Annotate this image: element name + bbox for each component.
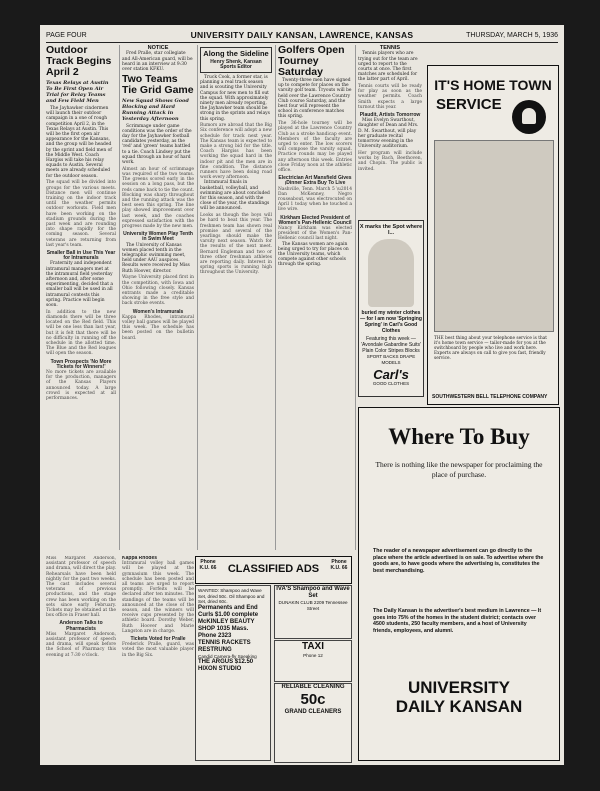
body-filler: Miss Margaret Anderson, assistant professor of speech and drama, will speak before the School of Pharmacy this evening at 7:30 o'clock. [46, 631, 116, 658]
column-1 [46, 45, 116, 550]
cleaning-price: 50c [300, 691, 326, 708]
body-filler: Looks as though the boys will be hard to beat this year. The freshmen team has shown real promise and several of the yearlings should make the varsity next season. Watch for the results of the next meet. Bernard Engleman and two or three other freshman athletes are reporting daily. Interest in spring sports is running high throughout the University. [200, 213, 272, 276]
carls-clothes-ad [358, 220, 424, 397]
deck-grid: New Squad Shows Good Blocking and Hard Running Attack in Yesterday Afternoon [122, 97, 189, 122]
taxi-title: TAXI [301, 641, 325, 652]
ad-tel-company: SOUTHWESTERN BELL TELEPHONE COMPANY [432, 394, 548, 400]
where-to-buy-footer [359, 678, 559, 716]
byline: Henry Shenk, Kansan Sports Editor [210, 58, 262, 70]
listing-permanents: Permanents and End Curls $1.00 complete [198, 604, 259, 618]
subhead-tickets: Town Prospects 'No More Tickets for Winners!' [50, 358, 112, 370]
body-filler: The squad will be divided into groups for the various meets. Distance men will continue training on the indoor track until the weather permits outdoor workouts. Field men have been working on the stadium grounds during the past week and are rounding into shape rapidly for the coming season. Several veterans are returning from last year's team. [46, 180, 116, 248]
article-golf-body: Twenty-three men have signed up to compete for places on the varsity golf team. Tryouts will be held over the Lawrence Country Club course Saturday, and the best four will represent the school in conference matches this spring. [278, 78, 352, 120]
headline-sideline: Along the Sideline [203, 49, 269, 58]
newspaper-title: UNIVERSITY DAILY KANSAN, LAWRENCE, KANSAS [190, 30, 414, 40]
where-to-buy-body-1: The reader of a newspaper advertisement can go directly to the place where the article advertised is on sale. To advertise where the goods are, to have goods where the advertising is, constitutes the best merchandising. [373, 548, 544, 574]
where-to-buy-body-2: The Daily Kansan is the advertiser's best medium in Lawrence — It goes into 75% of the homes in the student district; contacts over 4500 students, 250 faculty members, and a host of University friends, employees, and alumni. [373, 608, 542, 634]
body-filler: Kappa Rhodes, intramural volley ball games will be played this week. The schedule has been posted on the bulletin board. [122, 314, 194, 341]
newspaper-page [40, 25, 564, 765]
listing-mckinley: McKINLEY BEAUTY SHOP 1035 Mass. Phone 2323 [198, 618, 255, 639]
carls-line2: Featuring this week — 'Avondale Gabardine Suits' Plain Color Stripes Blocks [361, 336, 421, 354]
ad-tel-body: THE best thing about your telephone service is that it's home town service — tailor-made for you at the switchboard by people who live and work here. Experts are always on call to give you fast, friendly service. [434, 336, 548, 361]
classified-listings-left [195, 585, 271, 761]
taxi-phone: Phone 12 [303, 653, 323, 658]
ad-tel-title-1: IT'S HOME TOWN [434, 77, 552, 93]
column-rule [119, 45, 120, 550]
column-1-lower [46, 556, 116, 761]
subhead-pralle: Tickets Voted for Pralle [130, 636, 186, 643]
article-smaller-ball-body: Fraternity and independent intramural managers met at the intramural field yesterday afternoon and, after some experimenting, decided that a smaller ball will be used in all intramural contests this spring. Practice will begin soon. [46, 261, 114, 309]
listing-shampoo: WANTED: Shampoo and Wave Set, dried 50c. Oil Shampoo and Set, dried 60c. [198, 588, 265, 605]
column-5 [358, 45, 422, 215]
body-filler: Miss Margaret Anderson, assistant professor of speech and drama, will direct the play. Rehearsals have been held nightly for the past two weeks. The cast includes several veterans of previous productions, and the stage crew has been working on the sets since early February. Tickets may be obtained at the box office in Fraser hall. [46, 556, 116, 619]
carls-line3: SPORT BACKS DRAPE MODELS [366, 354, 416, 365]
column-2 [122, 45, 194, 550]
footer-line-1: UNIVERSITY [407, 678, 511, 697]
carls-headline: X marks the Spot where I... [359, 224, 423, 236]
subhead-smaller-ball: Smaller Ball in Use This Year for Intramurals [46, 249, 116, 262]
cleaners-name: GRAND CLEANERS [284, 709, 342, 715]
dunakin: DUNAKIN CLUB 2209 Tennessee Street [278, 600, 348, 611]
phone-right: Phone K.U. 66 [330, 559, 348, 571]
headline-track: Outdoor Track Begins April 2 [46, 45, 112, 78]
page-number: PAGE FOUR [46, 32, 87, 39]
body-filler: The 36-hole tourney will be played at the Lawrence Country Club as a stroke handicap event. Members of the faculty are urged to enter. The low scorers will compose the varsity squad. Practice rounds may be played any afternoon this week. Entries close Friday noon at the athletic office. [278, 121, 352, 173]
listing-tennis: TENNIS RACKETS RESTRUNG [198, 639, 251, 653]
headline-golfers: Golfers Open Tourney Saturday [278, 45, 345, 78]
deck-track: Texas Relays at Austin To Be First Open Air Trial for Relay Teams and Few Field Men [46, 80, 109, 104]
article-track-body: The Jayhawker cindermen will launch their outdoor campaign in a one of rough competition April 2, in the Texas Relays at Austin. This will be the first open air appearance for the Kansans, and the group will be headed by the sprint and field men of the Middle West. Coach Hargiss will take his relay squads to Austin. Several meets are already scheduled for the outdoor season. [46, 106, 112, 179]
home-town-service-ad [427, 65, 559, 405]
masthead [46, 30, 558, 43]
column-rule [275, 45, 276, 550]
subhead-electrician: Electrician Art Mansfield Gives ¡Dinner Extra Buy To Live [278, 175, 352, 187]
footer-line-2: DAILY KANSAN [395, 697, 523, 716]
where-to-buy-ad [358, 407, 560, 761]
cleaning-title: RELIABLE CLEANING [281, 684, 345, 690]
subhead-plaudit: Plaudit, Artists Tomorrow [359, 112, 421, 119]
lineman-illustration [434, 140, 554, 332]
ivas-title: IVA'S Shampoo and Wave Set [276, 586, 350, 599]
cleaning-ad [274, 683, 352, 763]
classified-ivas [274, 585, 352, 639]
notice-title: NOTICE [147, 45, 169, 51]
bell-logo-icon [512, 100, 546, 134]
classified-title: CLASSIFIED ADS [227, 563, 320, 575]
body-filler: Frederick Pralle, guard, was voted the most valuable player in the Big Six. [122, 642, 194, 658]
subhead-womens-intramurals: Women's Intramurals [132, 308, 184, 315]
listing-candid: Candid Camera-fly Speaking [198, 653, 257, 659]
man-in-suit-illustration [368, 239, 414, 307]
taxi-ad [274, 640, 352, 682]
phone-left: Phone K.U. 66 [199, 559, 217, 571]
where-to-buy-subtitle: There is nothing like the newspaper for proclaiming the place of purchase. [375, 460, 543, 479]
article-swim-body: The University of Kansas women placed tenth in the telegraphic swimming meet, held under AAU auspices. Results were received by Miss Ruth Hoover, director. [122, 242, 190, 274]
column-rule [197, 45, 198, 550]
subhead-kirkham: Kirkham Elected President of Women's Pan-Hellenic Council [278, 214, 352, 226]
subhead-swim: University Women Play Tenth in Swim Meet [123, 231, 193, 243]
headline-tennis: TENNIS [379, 45, 401, 51]
body-filler: Rumors are abroad that the Big Six conference will adopt a new schedule for track next year. The Kansas team is expected to make a strong bid for the title. Coach Hargiss has been working the squad hard in the indoor pit and the men are in fine condition. The distance runners have been doing road work every afternoon. [200, 123, 272, 181]
body-filler: Intramural volley ball games will be played at the gymnasium this week. The schedule has been posted and all teams are urged to report promptly. Forfeits will be declared after ten minutes. The standings of the teams will be announced at the close of the season, and the winners will receive cups presented by the athletic board. Dorothy Weber, Ruth Hoover and Marie Langston are in charge. [122, 561, 194, 634]
column-2-lower [122, 556, 194, 761]
column-3 [200, 45, 272, 550]
article-kansas-body: The Kansas women are again being urged to try for places on the University teams, which compete against other schools through the spring. [278, 241, 349, 268]
where-to-buy-title: Where To Buy [388, 424, 530, 449]
article-tennis-body: Tennis players who are trying out for the team are urged to report to the courts at once. The first matches are scheduled for the latter part of April. [358, 51, 418, 83]
column-4 [278, 45, 352, 550]
body-filler: Tennis courts will be ready for play as soon as the weather permits. Coach Smith expects a large turnout this year. [358, 84, 422, 110]
sideline-header [200, 47, 272, 73]
column-rule [355, 45, 356, 550]
listing-argus: THE ARGUS $12.50 [198, 659, 254, 666]
body-filler: Wayne University placed first in the competition, with Iowa and Ohio following closely. Kansas entrants made a creditable showing in the free style and back stroke events. [122, 275, 194, 307]
notice-body: Fred Pralle, star collegiate and All-American guard, will be heard in an interview at 9:30 over station KFKU. [122, 51, 193, 72]
article-sideline-body-2: Intramural finals in basketball, volleyball, and swimming are about concluded for this season, and with the close of the year, the standings will be announced. [200, 180, 270, 212]
issue-date: THURSDAY, MARCH 5, 1936 [466, 32, 558, 39]
body-filler: Almost an hour of scrimmage was required of the two teams. The greens scored early in the session on a long pass, but the reds came back to tie the count. Blocking was sharp throughout and the running attack was the best seen this spring. The line play showed improvement over last week, and the coaches expressed satisfaction with the progress made by the new men. [122, 166, 194, 229]
carls-logo: Carl's [373, 367, 409, 382]
article-grid-body: Scrimmage under game conditions was the order of the day for the Jayhawker football candidates yesterday, as the 'red' and 'green' teams battled to a tie. Coach Lindsey put the squad through an hour of hard work. [122, 123, 192, 166]
carls-line1: buried my winter clothes — for I am now 'Springing Spring' in Carl's Good Clothes [360, 310, 422, 334]
article-plaudit-body: Miss Evelyn Swarthout, daughter of Dean and Mrs. D. M. Swarthout, will play her graduate recital tomorrow evening in the University auditorium. [358, 118, 419, 150]
article-sideline-body: Truck Cook, a former star, is planning a real track season and is scouting the University Campus for new men to fill out the squad. With approximately ninety men already reporting, the Jayhawker team should be strong in the sprints and relays this spring. [200, 74, 270, 122]
body-filler: Nancy Kirkham was elected president of the Women's Pan-Hellenic council last night. [278, 225, 352, 242]
body-filler: Nashville, Tenn. March 5 \u2014 Dan McKenney, Negro rouseabout, was electrocuted on April 1 today when he touched a live wire. [278, 186, 352, 213]
listing-hixon: HIXON STUDIO [198, 666, 242, 673]
carls-tagline: GOOD CLOTHES [372, 381, 410, 386]
ad-tel-title-2: SERVICE [436, 96, 502, 113]
body-filler: No more tickets are available for the production, managers of the Kansas Players announced today. A large crowd is expected at all performances. [46, 369, 116, 401]
body-filler: In addition to the new diamonds there will be three located on the Red field. This will be one less than last year, but it is felt that there will be no difficulty in running off the schedule in the allotted time. The Blue and the Red leagues will open the season. [46, 309, 116, 357]
body-filler: Her program will include works by Bach, Beethoven, and Chopin. The public is invited. [358, 150, 422, 172]
subhead-kappa: Kappa Rhodes [122, 556, 158, 561]
subhead-anderson: Anderson Talks to Pharmacists [59, 620, 103, 632]
headline-grid: Two Teams Tie Grid Game [122, 72, 194, 96]
classified-ads-header [195, 556, 352, 584]
